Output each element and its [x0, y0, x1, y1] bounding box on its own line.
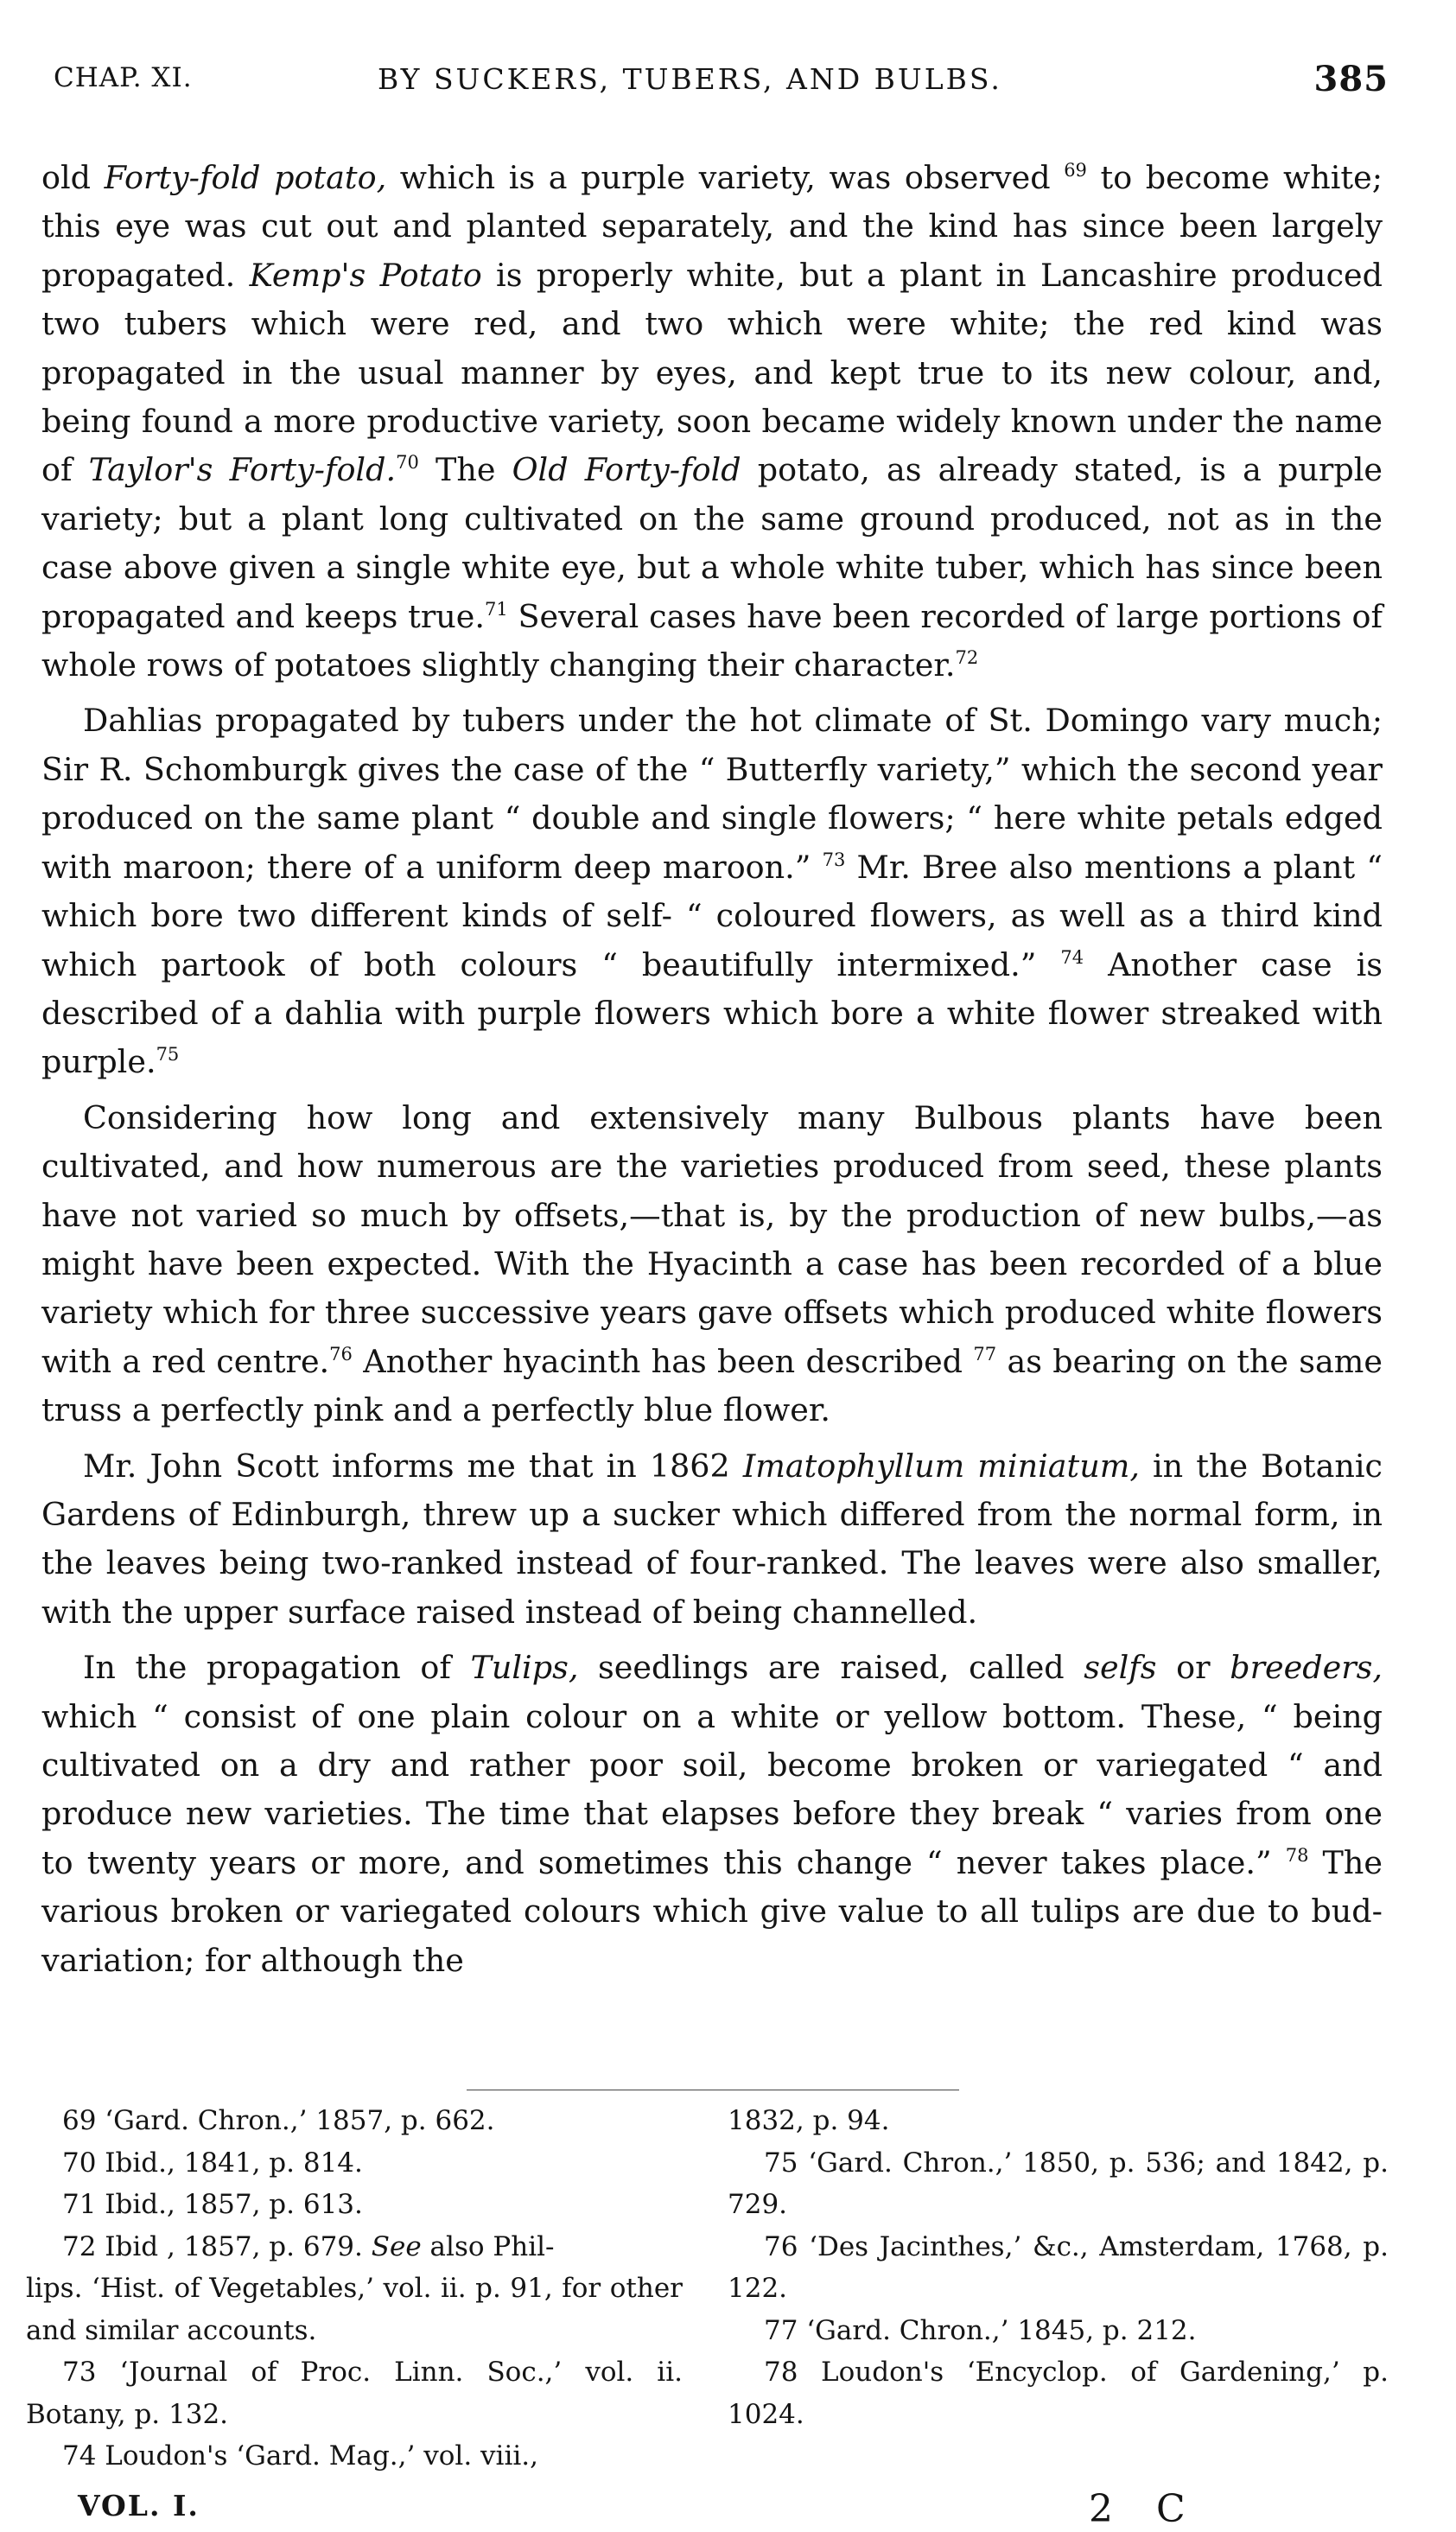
text-run: The various broken or variegated colours which give value to all tulips are due to bud-variation; for although the — [41, 1843, 1383, 1979]
footnote-72-continued: lips. ‘Hist. of Vegetables,’ vol. ii. p. 91, for other and similar accounts. — [26, 2273, 683, 2346]
text-run: Mr. John Scott informs me that in 1862 — [83, 1447, 743, 1485]
footnote-69: 69 ‘Gard. Chron.,’ 1857, p. 662. — [62, 2105, 495, 2136]
text-run: Several cases have been recorded of large portions of whole rows of potatoes slightly changing their character. — [41, 597, 1383, 684]
text-run: Another case is described of a dahlia with purple flowers which bore a white flower streaked with purple. — [41, 945, 1383, 1081]
paragraph-imatophyllum — [41, 1442, 1383, 1638]
text-run: potato, as already stated, is a purple variety; but a plant long cultivated on the same ground produced, not as in the case above given a single white eye, but a whole white tuber, which has since been propagated and keeps true. — [41, 451, 1383, 635]
chapter-label: CHAP. XI. — [54, 62, 193, 93]
page-footer — [78, 2489, 1339, 2532]
footnote-78: 78 Loudon's ‘Encyclop. of Gardening,’ p. 1024. — [728, 2357, 1389, 2430]
text-run: or — [1156, 1649, 1230, 1687]
footnote-ref-70: 70 — [396, 452, 419, 474]
running-title: BY SUCKERS, TUBERS, AND BULBS. — [378, 62, 1002, 96]
text-run: In the propagation of — [83, 1649, 471, 1687]
page-header — [54, 54, 1389, 114]
italic-run: See — [371, 2230, 422, 2262]
footnote-77: 77 ‘Gard. Chron.,’ 1845, p. 212. — [764, 2314, 1197, 2346]
footnote-72 — [26, 2226, 683, 2268]
footnote-74: 74 Loudon's ‘Gard. Mag.,’ vol. viii., — [62, 2440, 538, 2472]
italic-run: Tulips, — [470, 1649, 579, 1687]
footnote-ref-69: 69 — [1064, 160, 1087, 181]
italic-run: Old Forty-fold — [512, 451, 741, 489]
footnotes-right-column — [728, 2100, 1389, 2435]
text-run: which is a purple variety, was observed — [386, 159, 1065, 196]
text-run: seedlings are raised, called — [578, 1649, 1084, 1687]
text-run: to become white; this eye was cut out and planted separately, and the kind has since been largely propagated. — [41, 159, 1383, 294]
footnote-ref-74: 74 — [1060, 946, 1084, 968]
text-run: is properly white, but a plant in Lancashire produced two tubers which were red, and two which were white; the red kind was propagated in the usual manner by eyes, and kept true to its new colour, and, being found a more productive variety, soon became widely known under the name of — [41, 256, 1383, 489]
footnotes-left-column — [26, 2100, 683, 2478]
italic-run: selfs — [1084, 1649, 1157, 1687]
footnote-75: 75 ‘Gard. Chron.,’ 1850, p. 536; and 1842, p. 729. — [728, 2147, 1389, 2220]
signature-mark: 2 C — [1089, 2487, 1201, 2531]
text-run: which “ consist of one plain colour on a white or yellow bottom. These, “ being cultivated on a dry and rather poor soil, become broken or variegated “ and produce new varieties. The time that elapses before they break “ varies from one to twenty years or more, and sometimes this change “ never takes place.” — [41, 1697, 1383, 1881]
footnote-ref-78: 78 — [1285, 1844, 1309, 1866]
volume-label: VOL. I. — [78, 2489, 200, 2522]
main-text — [41, 154, 1383, 1985]
footnotes — [26, 2100, 1389, 2472]
footnote-ref-73: 73 — [822, 849, 846, 870]
text-run: also Phil- — [421, 2230, 555, 2262]
footnote-70: 70 Ibid., 1841, p. 814. — [62, 2147, 363, 2179]
text-run: in the Botanic Gardens of Edinburgh, threw up a sucker which differed from the normal form, in the leaves being two-ranked instead of four-ranked. The leaves were also smaller, with the upper surface raised instead of being channelled. — [41, 1447, 1383, 1631]
text-run: The — [418, 451, 512, 489]
italic-run: Imatophyllum miniatum, — [742, 1447, 1140, 1485]
italic-run: breeders, — [1230, 1649, 1383, 1687]
footnote-ref-76: 76 — [329, 1343, 353, 1365]
footnote-73: 73 ‘Journal of Proc. Linn. Soc.,’ vol. ii. Botany, p. 132. — [26, 2357, 683, 2430]
paragraph-dahlias — [41, 697, 1383, 1086]
paragraph-bulbs — [41, 1094, 1383, 1435]
text-run: as bearing on the same truss a perfectly pink and a perfectly blue flower. — [41, 1342, 1383, 1429]
text-run: Dahlias propagated by tubers under the hot climate of St. Domingo vary much; Sir R. Schomburgk gives the case of the “ Butterfly variety,” which the second year produced on the same plant “ double and single flowers; “ here white petals edged with maroon; there of a uniform deep maroon.” — [41, 702, 1383, 886]
footnote-ref-72: 72 — [955, 647, 979, 669]
footnote-76: 76 ‘Des Jacinthes,’ &c., Amsterdam, 1768, p. 122. — [728, 2230, 1389, 2304]
text-run: old — [41, 159, 105, 196]
italic-run: Kemp's Potato — [249, 256, 482, 294]
text-run: Another hyacinth has been described — [352, 1342, 974, 1380]
italic-run: Taylor's Forty-fold. — [88, 451, 397, 489]
footnote-71: 71 Ibid., 1857, p. 613. — [62, 2189, 363, 2220]
paragraph-tulips — [41, 1644, 1383, 1985]
footnote-ref-77: 77 — [973, 1343, 997, 1365]
footnote-ref-71: 71 — [485, 598, 508, 620]
italic-run: Forty-fold potato, — [104, 159, 387, 196]
footnote-ref-75: 75 — [156, 1044, 180, 1066]
page-number: 385 — [1313, 59, 1389, 99]
text-run: 72 Ibid , 1857, p. 679. — [62, 2230, 363, 2262]
text-run: Considering how long and extensively many Bulbous plants have been cultivated, and how numerous are the varieties produced from seed, these plants have not varied so much by offsets,—that is, by the production of new bulbs,—as might have been expected. With the Hyacinth a case has been recorded of a blue variety which for three successive years gave offsets which produced white flowers with a red centre. — [41, 1098, 1383, 1380]
text-run: Mr. Bree also mentions a plant “ which bore two different kinds of self- “ coloured flowers, as well as a third kind which partook of both colours “ beautifully intermixed.” — [41, 848, 1383, 983]
paragraph-potato — [41, 154, 1383, 690]
footnote-74-continued: 1832, p. 94. — [728, 2105, 890, 2136]
